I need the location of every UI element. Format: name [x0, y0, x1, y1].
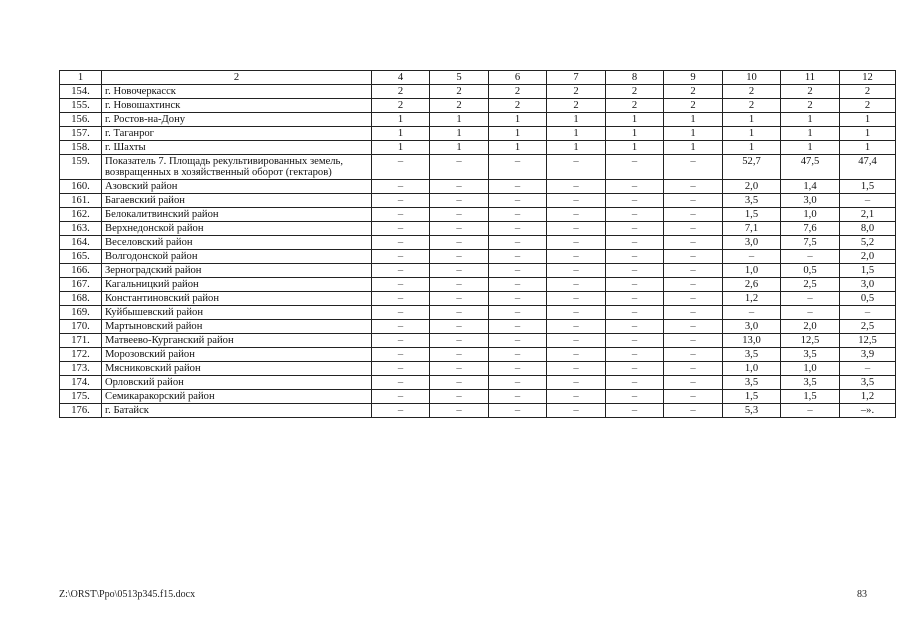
table-cell: –	[372, 278, 430, 292]
table-cell: 2,1	[840, 208, 896, 222]
table-cell: 12,5	[781, 334, 840, 348]
table-cell: –	[606, 222, 664, 236]
table-cell: 1	[606, 127, 664, 141]
table-row	[60, 362, 896, 376]
table-cell: –	[606, 404, 664, 418]
table-cell: 3,5	[723, 348, 781, 362]
table-cell: –	[547, 362, 606, 376]
row-label: Семикаракорский район	[102, 390, 372, 404]
table-cell: 2	[547, 85, 606, 99]
table-cell: –	[489, 320, 547, 334]
table-cell: 2,5	[781, 278, 840, 292]
table-cell: –	[664, 278, 723, 292]
table-cell: 1	[489, 127, 547, 141]
table-cell: –	[547, 250, 606, 264]
table-cell: –	[664, 264, 723, 278]
table-cell: –	[547, 320, 606, 334]
row-number: 165.	[60, 250, 102, 264]
table-cell: –	[547, 278, 606, 292]
table-cell: 1	[723, 141, 781, 155]
table-cell: –	[664, 194, 723, 208]
table-row	[60, 127, 896, 141]
table-cell: 1,5	[840, 180, 896, 194]
table-header-row	[60, 71, 896, 85]
table-cell: 2	[372, 85, 430, 99]
table-cell: –	[430, 348, 489, 362]
table-cell: –	[372, 348, 430, 362]
table-cell: 1,2	[840, 390, 896, 404]
table-cell: –	[781, 250, 840, 264]
table-cell: –	[489, 348, 547, 362]
table-cell: 1	[723, 113, 781, 127]
row-number: 173.	[60, 362, 102, 376]
table-cell: –	[664, 306, 723, 320]
table-cell: 1,0	[723, 362, 781, 376]
table-cell: –	[489, 264, 547, 278]
table-cell: 3,5	[840, 376, 896, 390]
table-cell: –	[430, 236, 489, 250]
table-cell: –	[781, 292, 840, 306]
table-cell: –	[430, 404, 489, 418]
table-cell: –	[664, 292, 723, 306]
table-row	[60, 306, 896, 320]
table-cell: –	[606, 236, 664, 250]
table-cell: –	[430, 264, 489, 278]
table-cell: –	[547, 155, 606, 180]
row-label: г. Новочеркасск	[102, 85, 372, 99]
table-cell: –	[664, 208, 723, 222]
table-cell: 2	[430, 99, 489, 113]
table-cell: 1,5	[840, 264, 896, 278]
table-cell: –	[372, 155, 430, 180]
table-row	[60, 141, 896, 155]
table-cell: –	[430, 292, 489, 306]
row-label: г. Ростов-на-Дону	[102, 113, 372, 127]
table-cell: –	[664, 376, 723, 390]
table-cell: –	[606, 334, 664, 348]
table-cell: –	[489, 250, 547, 264]
table-cell: 2,0	[723, 180, 781, 194]
table-cell: 3,5	[723, 376, 781, 390]
table-cell: –	[430, 362, 489, 376]
table-cell: –	[606, 250, 664, 264]
row-number: 176.	[60, 404, 102, 418]
table-cell: –	[606, 362, 664, 376]
table-cell: 1,5	[723, 208, 781, 222]
column-header: 7	[547, 71, 606, 85]
table-cell: –	[723, 306, 781, 320]
table-cell: –	[489, 306, 547, 320]
table-cell: 2	[840, 99, 896, 113]
row-number: 171.	[60, 334, 102, 348]
table-cell: 1	[840, 127, 896, 141]
table-cell: 1	[547, 127, 606, 141]
table-cell: 1,2	[723, 292, 781, 306]
table-cell: –	[547, 222, 606, 236]
table-cell: 1	[430, 127, 489, 141]
table-row	[60, 85, 896, 99]
row-number: 162.	[60, 208, 102, 222]
row-label: Мясниковский район	[102, 362, 372, 376]
table-cell: –	[840, 362, 896, 376]
table-cell: –	[489, 155, 547, 180]
row-number: 169.	[60, 306, 102, 320]
table-cell: –	[664, 155, 723, 180]
table-cell: –	[664, 362, 723, 376]
table-cell: 1,5	[723, 390, 781, 404]
row-label: Волгодонской район	[102, 250, 372, 264]
row-label: Азовский район	[102, 180, 372, 194]
table-cell: –	[430, 194, 489, 208]
table-cell: –	[606, 376, 664, 390]
table-cell: 1	[547, 113, 606, 127]
table-cell: –	[430, 376, 489, 390]
table-cell: –	[664, 334, 723, 348]
row-number: 170.	[60, 320, 102, 334]
table-cell: –	[372, 236, 430, 250]
table-row	[60, 208, 896, 222]
table-cell: 3,0	[781, 194, 840, 208]
row-number: 167.	[60, 278, 102, 292]
table-cell: 2	[489, 99, 547, 113]
table-cell: –	[372, 208, 430, 222]
table-row	[60, 348, 896, 362]
table-cell: –	[547, 208, 606, 222]
table-cell: 5,3	[723, 404, 781, 418]
table-cell: 12,5	[840, 334, 896, 348]
table-cell: 2,6	[723, 278, 781, 292]
table-cell: –	[781, 306, 840, 320]
table-cell: –	[547, 292, 606, 306]
column-header: 1	[60, 71, 102, 85]
row-number: 166.	[60, 264, 102, 278]
table-cell: 2	[664, 85, 723, 99]
table-row	[60, 334, 896, 348]
table-cell: 2	[664, 99, 723, 113]
table-cell: 3,0	[840, 278, 896, 292]
column-header: 5	[430, 71, 489, 85]
row-label: г. Шахты	[102, 141, 372, 155]
table-row	[60, 250, 896, 264]
table-cell: –	[372, 362, 430, 376]
table-cell: –	[372, 250, 430, 264]
table-row	[60, 390, 896, 404]
row-label: Морозовский район	[102, 348, 372, 362]
table-cell: –	[606, 155, 664, 180]
row-label: г. Новошахтинск	[102, 99, 372, 113]
row-label: Константиновский район	[102, 292, 372, 306]
table-cell: 1,0	[723, 264, 781, 278]
table-cell: 2	[430, 85, 489, 99]
table-cell: –	[547, 390, 606, 404]
row-number: 172.	[60, 348, 102, 362]
table-cell: –	[664, 250, 723, 264]
row-label: Орловский район	[102, 376, 372, 390]
table-cell: 1,0	[781, 208, 840, 222]
column-header: 2	[102, 71, 372, 85]
table-cell: –	[606, 306, 664, 320]
table-cell: –	[547, 306, 606, 320]
table-row	[60, 264, 896, 278]
row-number: 159.	[60, 155, 102, 180]
table-cell: 2	[781, 85, 840, 99]
table-cell: 13,0	[723, 334, 781, 348]
table-cell: 1	[489, 113, 547, 127]
column-header: 12	[840, 71, 896, 85]
table-cell: 1	[664, 127, 723, 141]
table-cell: 2	[723, 99, 781, 113]
table-cell: 2	[372, 99, 430, 113]
table-cell: –	[606, 390, 664, 404]
table-cell: 1	[372, 113, 430, 127]
row-label: г. Батайск	[102, 404, 372, 418]
row-label: Белокалитвинский район	[102, 208, 372, 222]
table-cell: 7,5	[781, 236, 840, 250]
table-cell: 2	[723, 85, 781, 99]
table-cell: –	[606, 194, 664, 208]
table-row	[60, 180, 896, 194]
table-cell: –	[606, 320, 664, 334]
table-cell: 3,5	[723, 194, 781, 208]
table-cell: 1	[606, 141, 664, 155]
table-cell: –	[547, 264, 606, 278]
table-cell: –	[723, 250, 781, 264]
table-cell: 5,2	[840, 236, 896, 250]
row-label: Багаевский район	[102, 194, 372, 208]
table-cell: 3,0	[723, 236, 781, 250]
table-cell: 2	[606, 85, 664, 99]
table-row	[60, 113, 896, 127]
table-cell: –	[840, 306, 896, 320]
table-cell: 1,4	[781, 180, 840, 194]
table-cell: –	[430, 208, 489, 222]
table-cell: –	[489, 376, 547, 390]
table-cell: –	[664, 404, 723, 418]
table-cell: –	[840, 194, 896, 208]
row-label: Мартыновский район	[102, 320, 372, 334]
page-number: 83	[857, 589, 867, 600]
table-cell: 2,0	[781, 320, 840, 334]
table-cell: –	[372, 404, 430, 418]
table-cell: 1	[606, 113, 664, 127]
row-number: 174.	[60, 376, 102, 390]
table-cell: –	[489, 334, 547, 348]
table-cell: 0,5	[781, 264, 840, 278]
table-cell: –	[547, 194, 606, 208]
table-cell: –	[372, 292, 430, 306]
table-cell: –	[606, 292, 664, 306]
table-cell: –	[372, 306, 430, 320]
table-cell: 1	[372, 141, 430, 155]
row-number: 164.	[60, 236, 102, 250]
table-cell: 3,9	[840, 348, 896, 362]
table-cell: –	[664, 320, 723, 334]
row-label: г. Таганрог	[102, 127, 372, 141]
row-number: 160.	[60, 180, 102, 194]
data-table	[59, 70, 896, 418]
table-cell: 1	[781, 141, 840, 155]
column-header: 10	[723, 71, 781, 85]
row-label: Куйбышевский район	[102, 306, 372, 320]
column-header: 9	[664, 71, 723, 85]
table-cell: –	[372, 194, 430, 208]
table-cell: –	[606, 180, 664, 194]
column-header: 8	[606, 71, 664, 85]
row-label: Верхнедонской район	[102, 222, 372, 236]
table-cell: –	[489, 278, 547, 292]
table-body	[60, 85, 896, 418]
table-cell: 1	[489, 141, 547, 155]
row-number: 154.	[60, 85, 102, 99]
table-cell: 1	[664, 113, 723, 127]
footer-file-path: Z:\ORST\Ppo\0513p345.f15.docx	[59, 589, 196, 600]
row-label: Кагальницкий район	[102, 278, 372, 292]
row-number: 158.	[60, 141, 102, 155]
table-cell: 7,6	[781, 222, 840, 236]
table-cell: –	[430, 250, 489, 264]
table-cell: –	[430, 278, 489, 292]
table-cell: –	[664, 236, 723, 250]
table-cell: –	[430, 320, 489, 334]
table-cell: –	[430, 390, 489, 404]
table-cell: –	[430, 306, 489, 320]
table-cell: 2,5	[840, 320, 896, 334]
table-cell: –	[372, 390, 430, 404]
row-label: Зерноградский район	[102, 264, 372, 278]
table-cell: –».	[840, 404, 896, 418]
row-label: Матвеево-Курганский район	[102, 334, 372, 348]
table-cell: –	[489, 208, 547, 222]
table-cell: –	[430, 155, 489, 180]
table-cell: –	[547, 180, 606, 194]
table-cell: 2	[547, 99, 606, 113]
table-row	[60, 236, 896, 250]
table-cell: 0,5	[840, 292, 896, 306]
row-number: 168.	[60, 292, 102, 306]
table-cell: –	[547, 348, 606, 362]
table-cell: 8,0	[840, 222, 896, 236]
table-cell: –	[372, 180, 430, 194]
table-cell: –	[606, 278, 664, 292]
table-cell: –	[664, 180, 723, 194]
table-cell: –	[489, 362, 547, 376]
table-cell: 47,5	[781, 155, 840, 180]
table-row	[60, 155, 896, 180]
row-number: 157.	[60, 127, 102, 141]
table-cell: –	[489, 222, 547, 236]
table-cell: –	[489, 236, 547, 250]
table-cell: –	[372, 222, 430, 236]
table-row	[60, 292, 896, 306]
table-cell: –	[664, 222, 723, 236]
column-header: 6	[489, 71, 547, 85]
table-row	[60, 278, 896, 292]
table-cell: 3,5	[781, 376, 840, 390]
table-row	[60, 99, 896, 113]
table-cell: –	[547, 334, 606, 348]
table-cell: 3,5	[781, 348, 840, 362]
table-cell: 2,0	[840, 250, 896, 264]
row-label: Веселовский район	[102, 236, 372, 250]
table-row	[60, 194, 896, 208]
table-row	[60, 376, 896, 390]
row-number: 156.	[60, 113, 102, 127]
table-cell: –	[430, 180, 489, 194]
table-cell: 47,4	[840, 155, 896, 180]
table-cell: –	[372, 376, 430, 390]
table-cell: –	[664, 348, 723, 362]
table-cell: 1	[781, 127, 840, 141]
column-header: 11	[781, 71, 840, 85]
table-cell: –	[547, 236, 606, 250]
table-cell: 1	[430, 113, 489, 127]
row-label: Показатель 7. Площадь рекультивированных земель, возвращенных в хозяйственный оборот (гектаров)	[102, 155, 372, 180]
table-cell: 52,7	[723, 155, 781, 180]
row-number: 161.	[60, 194, 102, 208]
table-cell: 1	[781, 113, 840, 127]
table-cell: 1	[840, 113, 896, 127]
table-cell: 1,5	[781, 390, 840, 404]
table-cell: –	[372, 320, 430, 334]
table-cell: 3,0	[723, 320, 781, 334]
table-cell: 1	[430, 141, 489, 155]
table-cell: –	[606, 264, 664, 278]
table-cell: –	[606, 208, 664, 222]
table-row	[60, 404, 896, 418]
table-cell: –	[489, 180, 547, 194]
table-cell: 1	[547, 141, 606, 155]
table-row	[60, 222, 896, 236]
column-header: 4	[372, 71, 430, 85]
table-cell: –	[372, 264, 430, 278]
table-cell: 1	[840, 141, 896, 155]
table-cell: –	[664, 390, 723, 404]
table-cell: –	[489, 390, 547, 404]
table-cell: 2	[606, 99, 664, 113]
table-cell: 2	[840, 85, 896, 99]
table-cell: –	[606, 348, 664, 362]
table-cell: –	[547, 404, 606, 418]
table-cell: –	[372, 334, 430, 348]
table-cell: –	[430, 222, 489, 236]
table-cell: –	[781, 404, 840, 418]
table-row	[60, 320, 896, 334]
row-number: 155.	[60, 99, 102, 113]
table-cell: 1,0	[781, 362, 840, 376]
table-cell: 2	[489, 85, 547, 99]
table-cell: 1	[723, 127, 781, 141]
table-cell: 1	[372, 127, 430, 141]
table-cell: –	[547, 376, 606, 390]
table-cell: 2	[781, 99, 840, 113]
row-number: 175.	[60, 390, 102, 404]
table-cell: –	[489, 292, 547, 306]
table-cell: 7,1	[723, 222, 781, 236]
table-cell: –	[430, 334, 489, 348]
table-cell: –	[489, 194, 547, 208]
table-cell: –	[489, 404, 547, 418]
row-number: 163.	[60, 222, 102, 236]
table-cell: 1	[664, 141, 723, 155]
